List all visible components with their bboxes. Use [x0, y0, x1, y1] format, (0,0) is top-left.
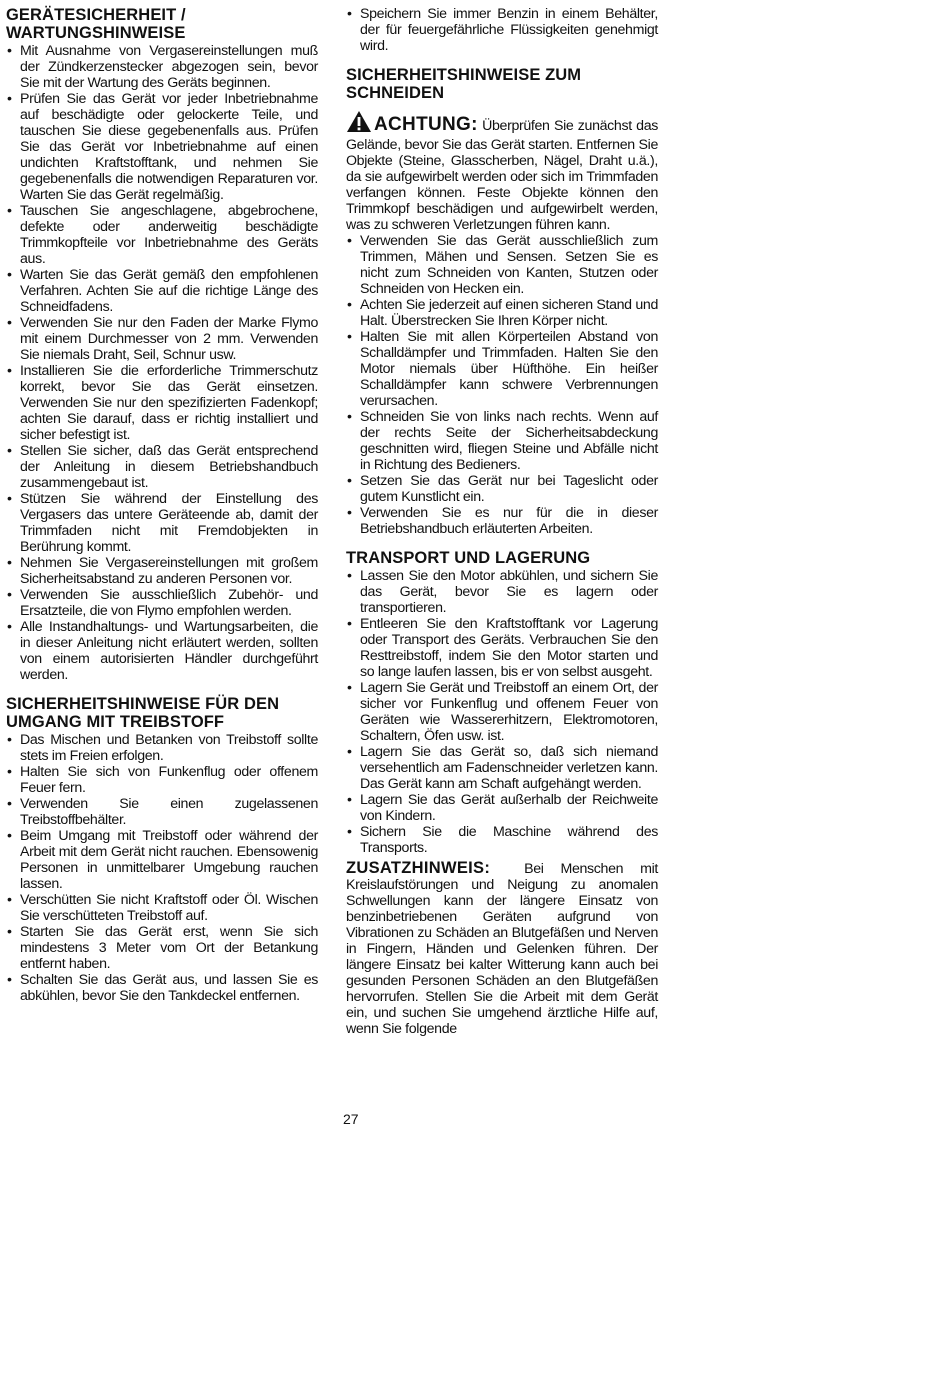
list-item: • Schalten Sie das Gerät aus, und lassen Sie es abkühlen, bevor Sie den Tankdeckel entfernen.	[6, 972, 318, 1004]
list-item: • Speichern Sie immer Benzin in einem Behälter, der für feuergefährliche Flüssigkeiten genehmigt wird.	[346, 6, 658, 54]
list-item: • Verwenden Sie es nur für die in dieser Betriebshandbuch erläuterten Arbeiten.	[346, 505, 658, 537]
list-item: • Achten Sie jederzeit auf einen sicheren Stand und Halt. Überstrecken Sie Ihren Körper nicht.	[346, 297, 658, 329]
warning-label: ACHTUNG:	[374, 114, 478, 135]
list-item: • Entleeren Sie den Kraftstofftank vor Lagerung oder Transport des Geräts. Verbrauchen Sie den Resttreibstoff, indem Sie den Motor starten und so lange laufen lassen, bis er von selbst ausgeht.	[346, 616, 658, 680]
list-item: • Lagern Sie Gerät und Treibstoff an einem Ort, der sicher vor Funkenflug und offenem Feuer von Geräten wie Wassererhitzern, Elektromotoren, Schaltern, Öfen usw. ist.	[346, 680, 658, 744]
page-number: 27	[343, 1111, 359, 1127]
section-title-fuel: SICHERHEITSHINWEISE FÜR DEN UMGANG MIT TREIBSTOFF	[6, 695, 280, 731]
list-item: • Verwenden Sie ausschließlich Zubehör- und Ersatzteile, die von Flymo empfohlen werden.	[6, 587, 318, 619]
list-item: • Warten Sie das Gerät gemäß den empfohlenen Verfahren. Achten Sie auf die richtige Länge des Schneidfadens.	[6, 267, 318, 315]
list-item: • Starten Sie das Gerät erst, wenn Sie sich mindestens 3 Meter vom Ort der Betankung entfernt haben.	[6, 924, 318, 972]
additional-note	[346, 860, 658, 1037]
list-item: • Lassen Sie den Motor abkühlen, und sichern Sie das Gerät, bevor Sie es lagern oder transportieren.	[346, 568, 658, 616]
transport-list	[346, 568, 658, 856]
list-item: • Halten Sie mit allen Körperteilen Abstand von Schalldämpfer und Trimmfaden. Halten Sie den Motor niemals über Hüfthöhe. Ein heißer Schalldämpfer kann schwere Verbrennungen verursachen.	[346, 329, 658, 409]
list-item: • Das Mischen und Betanken von Treibstoff sollte stets im Freien erfolgen.	[6, 732, 318, 764]
section-title-transport: TRANSPORT UND LAGERUNG	[346, 549, 591, 567]
list-item: • Stützen Sie während der Einstellung des Vergasers das untere Geräteende ab, damit der Trimmfaden nicht mit Fremdobjekten in Berührung kommt.	[6, 491, 318, 555]
list-item: • Nehmen Sie Vergasereinstellungen mit großem Sicherheitsabstand zu anderen Personen vor.	[6, 555, 318, 587]
section-title-maintenance: GERÄTESICHERHEIT / WARTUNGSHINWEISE	[6, 6, 186, 42]
right-column	[346, 6, 658, 1037]
list-item: • Prüfen Sie das Gerät vor jeder Inbetriebnahme auf beschädigte oder gelockerte Teile, und tauschen Sie diese gegebenenfalls aus. Prüfen Sie das Gerät vor Inbetriebnahme auf einen undichten Kraftstofftank, und nehmen Sie gegebenenfalls die notwendigen Reparaturen vor. Warten Sie das Gerät regelmäßig.	[6, 91, 318, 203]
list-item: • Tauschen Sie angeschlagene, abgebrochene, defekte oder anderweitig beschädigte Trimmkopfteile vor Inbetriebnahme des Geräts aus.	[6, 203, 318, 267]
note-text: Bei Menschen mit Kreislaufstörungen und Neigung zu anomalen Schwellungen kann der längere Einsatz von benzinbetriebenen Geräten aufgrund von Vibrationen zu Schäden an Blutgefäßen und Nerven in Fingern, Händen und Gelenken führen. Der längere Einsatz bei kalter Witterung kann auch bei gesunden Personen Schäden an den Blutgefäßen hervorrufen. Stellen Sie die Arbeit mit dem Gerät ein, und suchen Sie umgehend ärztliche Hilfe auf, wenn Sie folgende	[346, 861, 658, 1037]
fuel-list-continued	[346, 6, 658, 54]
warning-text: Überprüfen Sie zunächst das Gelände, bevor Sie das Gerät starten. Entfernen Sie Objekte (Steine, Glasscherben, Nägel, Draht u.ä.), da sie aufgewirbelt werden oder sich im Trimmfaden verfangen können. Feste Objekte können den Trimmkopf beschädigen und aufgewirbelt werden, was zu schweren Verletzungen führen kann.	[346, 118, 658, 233]
list-item: • Stellen Sie sicher, daß das Gerät entsprechend der Anleitung in diesem Betriebshandbuch zusammengebaut ist.	[6, 443, 318, 491]
list-item: • Beim Umgang mit Treibstoff oder während der Arbeit mit dem Gerät nicht rauchen. Ebensowenig Personen in unmittelbarer Umgebung rauchen lassen.	[6, 828, 318, 892]
note-label: ZUSATZHINWEIS:	[346, 859, 491, 877]
fuel-list	[6, 732, 318, 1004]
list-item: • Verwenden Sie das Gerät ausschließlich zum Trimmen, Mähen und Sensen. Setzen Sie es nicht zum Schneiden von Kanten, Stutzen oder Schneiden von Hecken ein.	[346, 233, 658, 297]
list-item: • Lagern Sie das Gerät so, daß sich niemand versehentlich am Fadenschneider verletzen kann. Das Gerät kann am Schaft aufgehängt werden.	[346, 744, 658, 792]
list-item: • Lagern Sie das Gerät außerhalb der Reichweite von Kindern.	[346, 792, 658, 824]
maintenance-list	[6, 43, 318, 683]
list-item: • Alle Instandhaltungs- und Wartungsarbeiten, die in dieser Anleitung nicht erläutert werden, sollten von einem autorisierten Händler durchgeführt werden.	[6, 619, 318, 683]
list-item: • Schneiden Sie von links nach rechts. Wenn auf der rechts Seite der Sicherheitsabdeckung geschnitten wird, fliegen Steine und Abfälle nicht in Richtung des Bedieners.	[346, 409, 658, 473]
left-column	[6, 6, 318, 1004]
list-item: • Sichern Sie die Maschine während des Transports.	[346, 824, 658, 856]
list-item: • Setzen Sie das Gerät nur bei Tageslicht oder gutem Kunstlicht ein.	[346, 473, 658, 505]
section-title-cutting: SICHERHEITSHINWEISE ZUM SCHNEIDEN	[346, 66, 582, 102]
list-item: • Verwenden Sie nur den Faden der Marke Flymo mit einem Durchmesser von 2 mm. Verwenden Sie niemals Draht, Seil, Schnur usw.	[6, 315, 318, 363]
list-item: • Verschütten Sie nicht Kraftstoff oder Öl. Wischen Sie verschütteten Treibstoff auf.	[6, 892, 318, 924]
list-item: • Mit Ausnahme von Vergasereinstellungen muß der Zündkerzenstecker abgezogen sein, bevor Sie mit der Wartung des Geräts beginnen.	[6, 43, 318, 91]
list-item: • Installieren Sie die erforderliche Trimmerschutz korrekt, bevor Sie das Gerät einsetzen. Verwenden Sie nur den spezifizierten Fadenkopf; achten Sie darauf, dass er richtig installiert und sicher befestigt ist.	[6, 363, 318, 443]
warning-triangle-icon	[346, 110, 372, 137]
cutting-list	[346, 233, 658, 537]
list-item: • Halten Sie sich von Funkenflug oder offenem Feuer fern.	[6, 764, 318, 796]
list-item: • Verwenden Sie einen zugelassenen Treibstoffbehälter.	[6, 796, 318, 828]
warning-paragraph	[346, 110, 658, 233]
